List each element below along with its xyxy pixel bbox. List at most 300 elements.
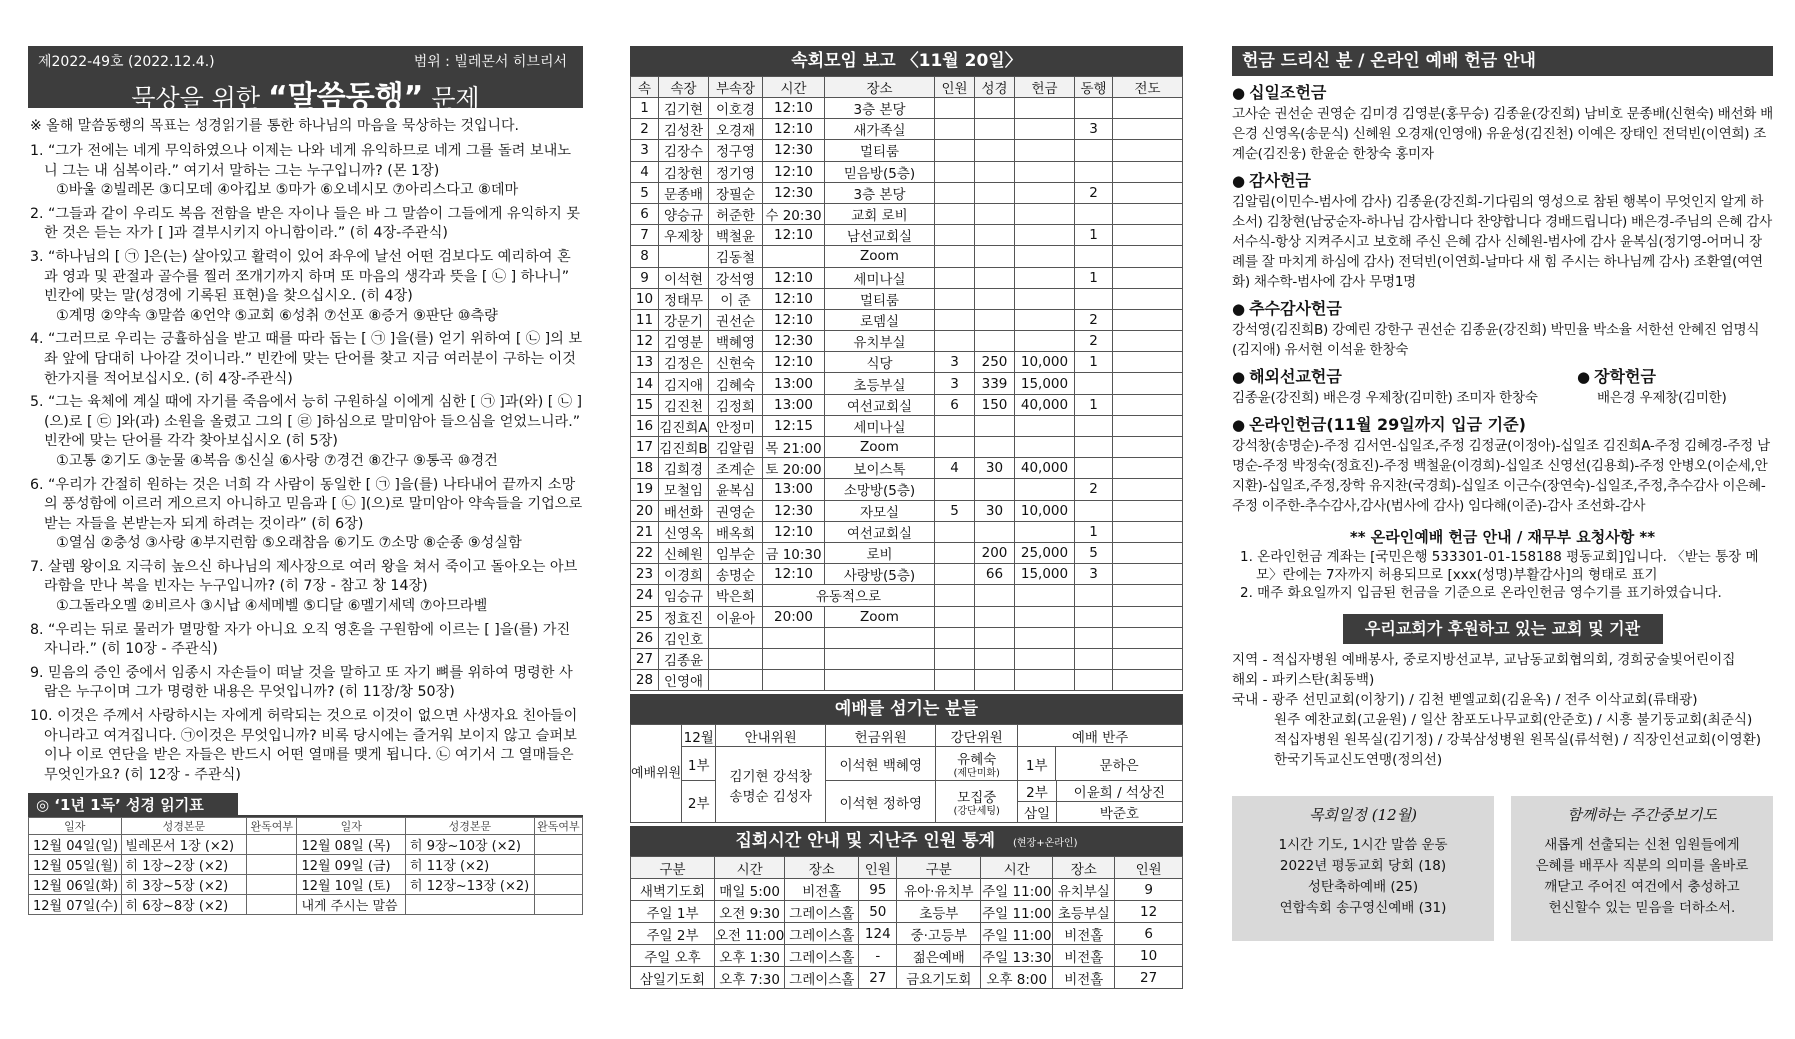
report-cell: 자모실	[825, 500, 935, 521]
table-row	[631, 373, 1183, 394]
report-cell	[935, 564, 975, 585]
question-text: 1. “그가 전에는 네게 무익하였으나 이제는 나와 네게 유익하므로 네게 그를 돌려 보내노니 그는 내 심복이라.” 여기서 말하는 그는 누구입니까? (몬 1장)	[30, 143, 571, 179]
report-cell	[709, 627, 763, 648]
table-row	[631, 140, 1183, 161]
table-row	[29, 855, 583, 875]
report-cell	[1113, 98, 1183, 119]
support-line: 한국기독교신도연맹(정의선)	[1274, 752, 1443, 768]
reading-cell	[534, 875, 582, 895]
table-row	[631, 98, 1183, 119]
report-cell: 김정희	[709, 394, 763, 415]
report-cell: 24	[631, 585, 659, 606]
report-cell: 허준한	[709, 203, 763, 224]
report-cell: Zoom	[825, 606, 935, 627]
report-cell: 강문기	[659, 309, 709, 330]
report-cell	[935, 521, 975, 542]
question-item	[28, 664, 583, 703]
report-header: 부속장	[709, 77, 763, 98]
table-row	[631, 670, 1183, 691]
report-cell: 강석영	[709, 267, 763, 288]
report-cell: 10,000	[1015, 500, 1075, 521]
question-item	[28, 142, 583, 201]
tithe-title: 십일조헌금	[1249, 83, 1327, 102]
choir-1-label: 1부	[1018, 747, 1056, 781]
report-cell: 1	[1075, 267, 1113, 288]
table-row	[631, 182, 1183, 203]
report-cell	[975, 437, 1015, 458]
report-cell: 오경재	[709, 119, 763, 140]
meeting-cell: 27	[1115, 967, 1183, 989]
table-row	[631, 542, 1183, 563]
report-cell: 40,000	[1015, 458, 1075, 479]
report-cell	[825, 670, 935, 691]
report-cell: 김동철	[709, 246, 763, 267]
report-cell	[1113, 225, 1183, 246]
question-text: 5. “그는 육체에 계실 때에 자기를 죽음에서 능히 구원하실 이에게 심한 [ ㉠ ]과(와) [ ㉡ ](으)로 [ ㉢ ]와(과) 소원을 올렸고 그의 [ ㉣ ]하심으로 말미암아 들으심을 얻었느니라.” 빈칸에 맞는 단어를 각각 찾아보십시오 (히 5장)	[30, 394, 583, 450]
table-row	[631, 967, 1183, 989]
report-cell: 김종윤	[659, 648, 709, 669]
report-cell	[935, 627, 975, 648]
meeting-cell: 초등부실	[1053, 901, 1115, 923]
mission-section-title	[1232, 366, 1577, 388]
report-cell: 백철윤	[709, 225, 763, 246]
report-cell: 3	[935, 352, 975, 373]
report-cell: 송명순	[709, 564, 763, 585]
table-row	[631, 415, 1183, 436]
report-cell	[975, 140, 1015, 161]
table-row	[29, 835, 583, 855]
report-cell	[825, 648, 935, 669]
report-cell	[1113, 479, 1183, 500]
report-cell: 믿음방(5층)	[825, 161, 935, 182]
prayer-box-title: 함께하는 주간중보기도	[1567, 806, 1717, 824]
meditation-intro: ※ 올해 말씀동행의 목표는 성경읽기를 통한 하나님의 마음을 묵상하는 것입니다.	[30, 118, 519, 134]
report-cell	[1015, 203, 1075, 224]
reading-cell: 히 6장~8장 (×2)	[121, 895, 247, 915]
report-cell	[1015, 670, 1075, 691]
table-row	[631, 331, 1183, 352]
meeting-cell: 비전홀	[1053, 945, 1115, 967]
servers-r1: 1부	[682, 747, 716, 781]
report-cell	[975, 309, 1015, 330]
reading-cell	[247, 835, 297, 855]
report-cell: 7	[631, 225, 659, 246]
report-cell: 김진희B	[659, 437, 709, 458]
report-cell: 김진희A	[659, 415, 709, 436]
report-cell: 9	[631, 267, 659, 288]
reading-header: 완독여부	[247, 818, 297, 835]
report-cell	[1015, 648, 1075, 669]
meeting-cell: 비전홀	[785, 879, 859, 901]
meeting-header: 구분	[631, 857, 715, 879]
offering-column	[1232, 46, 1773, 941]
ushers-2: 송명순 김성자	[729, 788, 812, 805]
bullet-icon: ●	[1232, 300, 1246, 318]
report-cell: 10	[631, 288, 659, 309]
report-cell: 12:30	[763, 500, 825, 521]
support-line: 원주 예찬교회(고윤원) / 일산 참포도나무교회(안준호) / 시흥 불기둥교회(최준식)	[1274, 712, 1753, 728]
question-item	[28, 707, 583, 785]
choir-rest	[1018, 781, 1183, 823]
report-cell	[1113, 161, 1183, 182]
report-cell	[975, 225, 1015, 246]
report-cell: 새가족실	[825, 119, 935, 140]
report-cell: 정효진	[659, 606, 709, 627]
report-cell	[975, 267, 1015, 288]
report-cell: 김장수	[659, 140, 709, 161]
report-cell: 유치부실	[825, 331, 935, 352]
choir-1: 문하은	[1056, 747, 1183, 781]
report-cell: 김인호	[659, 627, 709, 648]
report-cell: 멀티룸	[825, 288, 935, 309]
report-cell	[659, 246, 709, 267]
report-cell: 5	[631, 182, 659, 203]
report-cell: 인영애	[659, 670, 709, 691]
report-cell	[935, 161, 975, 182]
report-cell: 15,000	[1015, 564, 1075, 585]
report-cell: 교회 로비	[825, 203, 935, 224]
report-cell	[1015, 331, 1075, 352]
report-cell: 정구영	[709, 140, 763, 161]
report-cell	[935, 648, 975, 669]
report-cell	[975, 648, 1015, 669]
table-row	[631, 161, 1183, 182]
report-cell	[1075, 437, 1113, 458]
meeting-cell: 주일 1부	[631, 901, 715, 923]
report-cell	[975, 585, 1015, 606]
report-cell	[1075, 288, 1113, 309]
report-cell	[1015, 288, 1075, 309]
report-cell	[1015, 479, 1075, 500]
report-cell: 12:30	[763, 182, 825, 203]
servers-month: 12월	[682, 725, 716, 747]
support-line: 국내 - 광주 선민교회(이창기) / 김천 벧엘교회(김윤옥) / 전주 이삭교회(류태광)	[1232, 692, 1698, 708]
schedule-line: 연합속회 송구영신예배 (31)	[1279, 900, 1447, 916]
question-options: ①바울 ②빌레몬 ③디모데 ④아킵보 ⑤마가 ⑥오네시모 ⑦아리스다고 ⑧데마	[56, 182, 519, 199]
reading-cell: 내게 주시는 말씀	[297, 895, 406, 915]
meeting-header: 구분	[897, 857, 981, 879]
report-cell	[975, 182, 1015, 203]
prayer-line: 깨닫고 주어진 여건에서 충성하고	[1544, 879, 1740, 895]
report-cell: 12:10	[763, 521, 825, 542]
report-cell	[825, 627, 935, 648]
meeting-cell: 12	[1115, 901, 1183, 923]
col-usher: 안내위원	[716, 725, 826, 747]
report-cell	[1113, 564, 1183, 585]
report-cell	[763, 648, 825, 669]
table-row	[631, 627, 1183, 648]
report-cell: 15,000	[1015, 373, 1075, 394]
report-cell: 로뎀실	[825, 309, 935, 330]
report-cell	[1075, 373, 1113, 394]
report-cell: 1	[1075, 352, 1113, 373]
meeting-cell: 그레이스홀	[785, 901, 859, 923]
report-cell: 2	[1075, 479, 1113, 500]
table-row	[631, 288, 1183, 309]
report-cell: 339	[975, 373, 1015, 394]
altar-2	[936, 781, 1018, 823]
reading-cell: 히 9장~10장 (×2)	[406, 835, 535, 855]
meeting-cell: 10	[1115, 945, 1183, 967]
report-cell	[975, 627, 1015, 648]
title-bold: “말씀동행”	[268, 80, 424, 115]
report-cell: 27	[631, 648, 659, 669]
report-cell: 13:00	[763, 373, 825, 394]
meeting-header: 장소	[785, 857, 859, 879]
support-list	[1232, 650, 1773, 770]
report-cell: 정태무	[659, 288, 709, 309]
report-cell: 여선교회실	[825, 521, 935, 542]
meeting-cell: 새벽기도회	[631, 879, 715, 901]
report-cell: 여선교회실	[825, 394, 935, 415]
report-cell: 13:00	[763, 394, 825, 415]
report-header: 속장	[659, 77, 709, 98]
report-cell	[1075, 415, 1113, 436]
report-cell: 금 10:30	[763, 542, 825, 563]
meeting-cell: 124	[859, 923, 897, 945]
report-cell: 토 20:00	[763, 458, 825, 479]
report-header: 속	[631, 77, 659, 98]
meeting-cell: 오후 7:30	[715, 967, 785, 989]
question-text: 7. 살렘 왕이요 지극히 높으신 하나님의 제사장으로 여러 왕을 쳐서 죽이고 돌아오는 아브라함을 만나 복을 빈자는 누구입니까? (히 7장 - 참고 창 14장)	[30, 558, 578, 595]
meeting-cell: 27	[859, 967, 897, 989]
report-cell	[975, 288, 1015, 309]
reading-cell: 12월 10일 (토)	[297, 875, 406, 895]
bullet-icon: ●	[1232, 84, 1246, 102]
report-cell: 8	[631, 246, 659, 267]
report-cell	[1075, 627, 1113, 648]
report-cell	[1113, 373, 1183, 394]
report-cell: 안정미	[709, 415, 763, 436]
report-cell	[935, 542, 975, 563]
altar-2-sub: (강단세팅)	[953, 806, 1000, 818]
meeting-cell: 주일 13:30	[981, 945, 1053, 967]
report-cell	[1113, 140, 1183, 161]
title-pre: 묵상을 위한	[131, 84, 269, 113]
report-cell: 세미나실	[825, 415, 935, 436]
report-cell: 6	[935, 394, 975, 415]
reading-cell	[534, 835, 582, 855]
report-cell	[1075, 606, 1113, 627]
table-row	[29, 895, 583, 915]
report-cell	[935, 182, 975, 203]
report-cell: 1	[1075, 521, 1113, 542]
reading-cell: 12월 05일(월)	[29, 855, 122, 875]
report-cell	[935, 267, 975, 288]
report-cell: 16	[631, 415, 659, 436]
altar-1	[936, 747, 1018, 781]
report-cell	[935, 479, 975, 500]
prayer-line: 은혜를 배푸사 직분의 의미를 올바로	[1535, 858, 1749, 874]
report-cell: 200	[975, 542, 1015, 563]
reading-plan-title: ◎ ‘1년 1독’ 성경 읽기표	[28, 793, 238, 817]
report-cell: 이윤아	[709, 606, 763, 627]
ushers	[716, 747, 826, 823]
table-row	[631, 458, 1183, 479]
report-cell: 보이스톡	[825, 458, 935, 479]
report-cell: 6	[631, 203, 659, 224]
report-cell: 초등부실	[825, 373, 935, 394]
meeting-header: 시간	[981, 857, 1053, 879]
report-cell: 김알림	[709, 437, 763, 458]
reading-header: 성경본문	[121, 818, 247, 835]
bullet-icon: ●	[1232, 368, 1246, 386]
report-cell: 3	[631, 140, 659, 161]
bullet-icon: ●	[1577, 368, 1591, 386]
table-row	[631, 606, 1183, 627]
question-item	[28, 330, 583, 389]
meeting-cell: 주일 오후	[631, 945, 715, 967]
prayer-box	[1511, 796, 1773, 941]
report-cell: 1	[631, 98, 659, 119]
reading-cell: 12월 06일(화)	[29, 875, 122, 895]
report-cell: 신영옥	[659, 521, 709, 542]
report-header: 전도	[1113, 77, 1183, 98]
servers-title: 예배를 섬기는 분들	[630, 694, 1183, 724]
thanks-title: 감사헌금	[1249, 171, 1311, 190]
report-cell: 임부순	[709, 542, 763, 563]
table-row	[631, 352, 1183, 373]
report-cell	[1113, 437, 1183, 458]
report-cell: 조계순	[709, 458, 763, 479]
meeting-cell: 젊은예배	[897, 945, 981, 967]
report-cell	[1113, 182, 1183, 203]
report-cell: 윤복심	[709, 479, 763, 500]
report-cell: 장필순	[709, 182, 763, 203]
table-row	[631, 521, 1183, 542]
report-cell: 모철임	[659, 479, 709, 500]
servers-row-label: 예배위원	[631, 725, 682, 823]
report-cell: 12:10	[763, 225, 825, 246]
question-text: 10. 이것은 주께서 사랑하시는 자에게 허락되는 것으로 이것이 없으면 사생자요 친아들이 아니라고 여겨집니다. ㉠이것은 무엇입니까? 비록 당시에는 즐거워 보이지 않고 슬퍼보이나 이로 연단을 받은 자들은 반드시 어떤 열매를 맺게 됩니다. ㉡ 여기서 그 열매들은 무엇인가요? (히 12장 - 주관식)	[30, 708, 578, 783]
table-row	[631, 945, 1183, 967]
reading-cell: 12월 08일 (목)	[297, 835, 406, 855]
report-cell: 3층 본당	[825, 182, 935, 203]
altar-1-sub: (제단미화)	[953, 768, 1000, 780]
report-cell: 12:10	[763, 288, 825, 309]
reading-header: 성경본문	[406, 818, 535, 835]
meeting-tag: (현장+온라인)	[1013, 838, 1078, 850]
table-row	[631, 923, 1183, 945]
report-cell: 20	[631, 500, 659, 521]
report-cell: 김기현	[659, 98, 709, 119]
report-column	[630, 46, 1183, 989]
report-cell: 2	[1075, 331, 1113, 352]
report-cell	[1113, 585, 1183, 606]
report-cell: 식당	[825, 352, 935, 373]
report-cell: 1	[1075, 225, 1113, 246]
report-cell: 12:30	[763, 140, 825, 161]
meeting-cell: 9	[1115, 879, 1183, 901]
report-cell: 4	[631, 161, 659, 182]
reading-cell	[247, 855, 297, 875]
report-cell: 김창현	[659, 161, 709, 182]
table-row	[631, 225, 1183, 246]
scholar-title: 장학헌금	[1594, 367, 1656, 386]
report-cell: 12:10	[763, 119, 825, 140]
title-post: 문제	[423, 84, 480, 113]
report-cell: 12:10	[763, 309, 825, 330]
report-cell: 정기영	[709, 161, 763, 182]
meeting-cell: 중·고등부	[897, 923, 981, 945]
report-cell: 13:00	[763, 479, 825, 500]
report-cell: 15	[631, 394, 659, 415]
question-text: 6. “우리가 간절히 원하는 것은 너희 각 사람이 동일한 [ ㉠ ]을(를) 나타내어 끝까지 소망의 풍성함에 이르러 게으르지 아니하고 믿음과 [ ㉡ ](으)로 말미암아 약속들을 기업으로 받는 자들을 본받는자 되게 하려는 것이라” (히 6장)	[30, 476, 583, 532]
report-cell	[1113, 415, 1183, 436]
report-cell: 우제창	[659, 225, 709, 246]
report-cell: 멀티룸	[825, 140, 935, 161]
report-cell: 40,000	[1015, 394, 1075, 415]
report-cell: 12:30	[763, 331, 825, 352]
meeting-cell: 그레이스홀	[785, 945, 859, 967]
table-row	[631, 119, 1183, 140]
meeting-cell: 유아·유치부	[897, 879, 981, 901]
report-cell	[975, 479, 1015, 500]
report-cell: 12:15	[763, 415, 825, 436]
reading-cell: 빌레몬서 1장 (×2)	[121, 835, 247, 855]
meditation-title	[28, 72, 583, 116]
meeting-cell: 6	[1115, 923, 1183, 945]
servers-r2: 2부	[682, 781, 716, 823]
report-cell: 로비	[825, 542, 935, 563]
altar-2-name: 모집중	[957, 790, 997, 807]
report-cell	[975, 331, 1015, 352]
notice-item: 2. 매주 화요일까지 입금된 헌금을 기준으로 온라인헌금 영수기를 표기하였습니다.	[1240, 585, 1722, 601]
report-cell: Zoom	[825, 437, 935, 458]
report-cell: 10,000	[1015, 352, 1075, 373]
meeting-cell: 비전홀	[1053, 923, 1115, 945]
report-cell	[1015, 585, 1075, 606]
meeting-table	[630, 856, 1183, 989]
report-cell	[1113, 648, 1183, 669]
issue-number: 제2022-49호 (2022.12.4.)	[38, 54, 215, 70]
meeting-cell: 오전 9:30	[715, 901, 785, 923]
thanks-section-title	[1232, 170, 1773, 192]
question-text: 2. “그들과 같이 우리도 복음 전함을 받은 자이나 들은 바 그 말씀이 그들에게 유익하지 못한 것은 듣는 자가 [ ]과 결부시키지 아니함이라.” (히 4장-주관식)	[30, 205, 581, 242]
report-cell: 이석현	[659, 267, 709, 288]
report-cell: 권영순	[709, 500, 763, 521]
question-list	[28, 142, 583, 785]
report-cell: 신현숙	[709, 352, 763, 373]
meeting-cell: 주일 11:00	[981, 923, 1053, 945]
report-cell: 김희경	[659, 458, 709, 479]
question-options: ①고통 ②기도 ③눈물 ④복음 ⑤신실 ⑥사랑 ⑦경건 ⑧간구 ⑨통곡 ⑩경건	[56, 452, 498, 469]
support-line: 적십자병원 원목실(김기정) / 강북삼성병원 원목실(류석현) / 직장인선교회(이영환)	[1274, 732, 1762, 748]
report-cell: 12:10	[763, 564, 825, 585]
report-cell	[935, 119, 975, 140]
report-cell: 박은희	[709, 585, 763, 606]
report-cell	[975, 521, 1015, 542]
report-header: 헌금	[1015, 77, 1075, 98]
reading-cell: 12월 09일 (금)	[297, 855, 406, 875]
report-cell	[935, 437, 975, 458]
meeting-header: 인원	[1115, 857, 1183, 879]
report-cell: 14	[631, 373, 659, 394]
notice-title: ** 온라인예배 헌금 안내 / 재무부 요청사항 **	[1349, 528, 1656, 546]
report-cell: 임승규	[659, 585, 709, 606]
report-cell	[975, 246, 1015, 267]
report-cell	[1113, 331, 1183, 352]
group-report-title: 속회모임 보고 〈11월 20일〉	[630, 46, 1183, 76]
report-cell: 12	[631, 331, 659, 352]
table-row	[631, 901, 1183, 923]
report-cell: 5	[935, 500, 975, 521]
choir-3-label: 삼일	[1018, 802, 1056, 823]
report-cell: 66	[975, 564, 1015, 585]
report-cell: 19	[631, 479, 659, 500]
report-cell: 권선순	[709, 309, 763, 330]
report-cell	[1015, 246, 1075, 267]
